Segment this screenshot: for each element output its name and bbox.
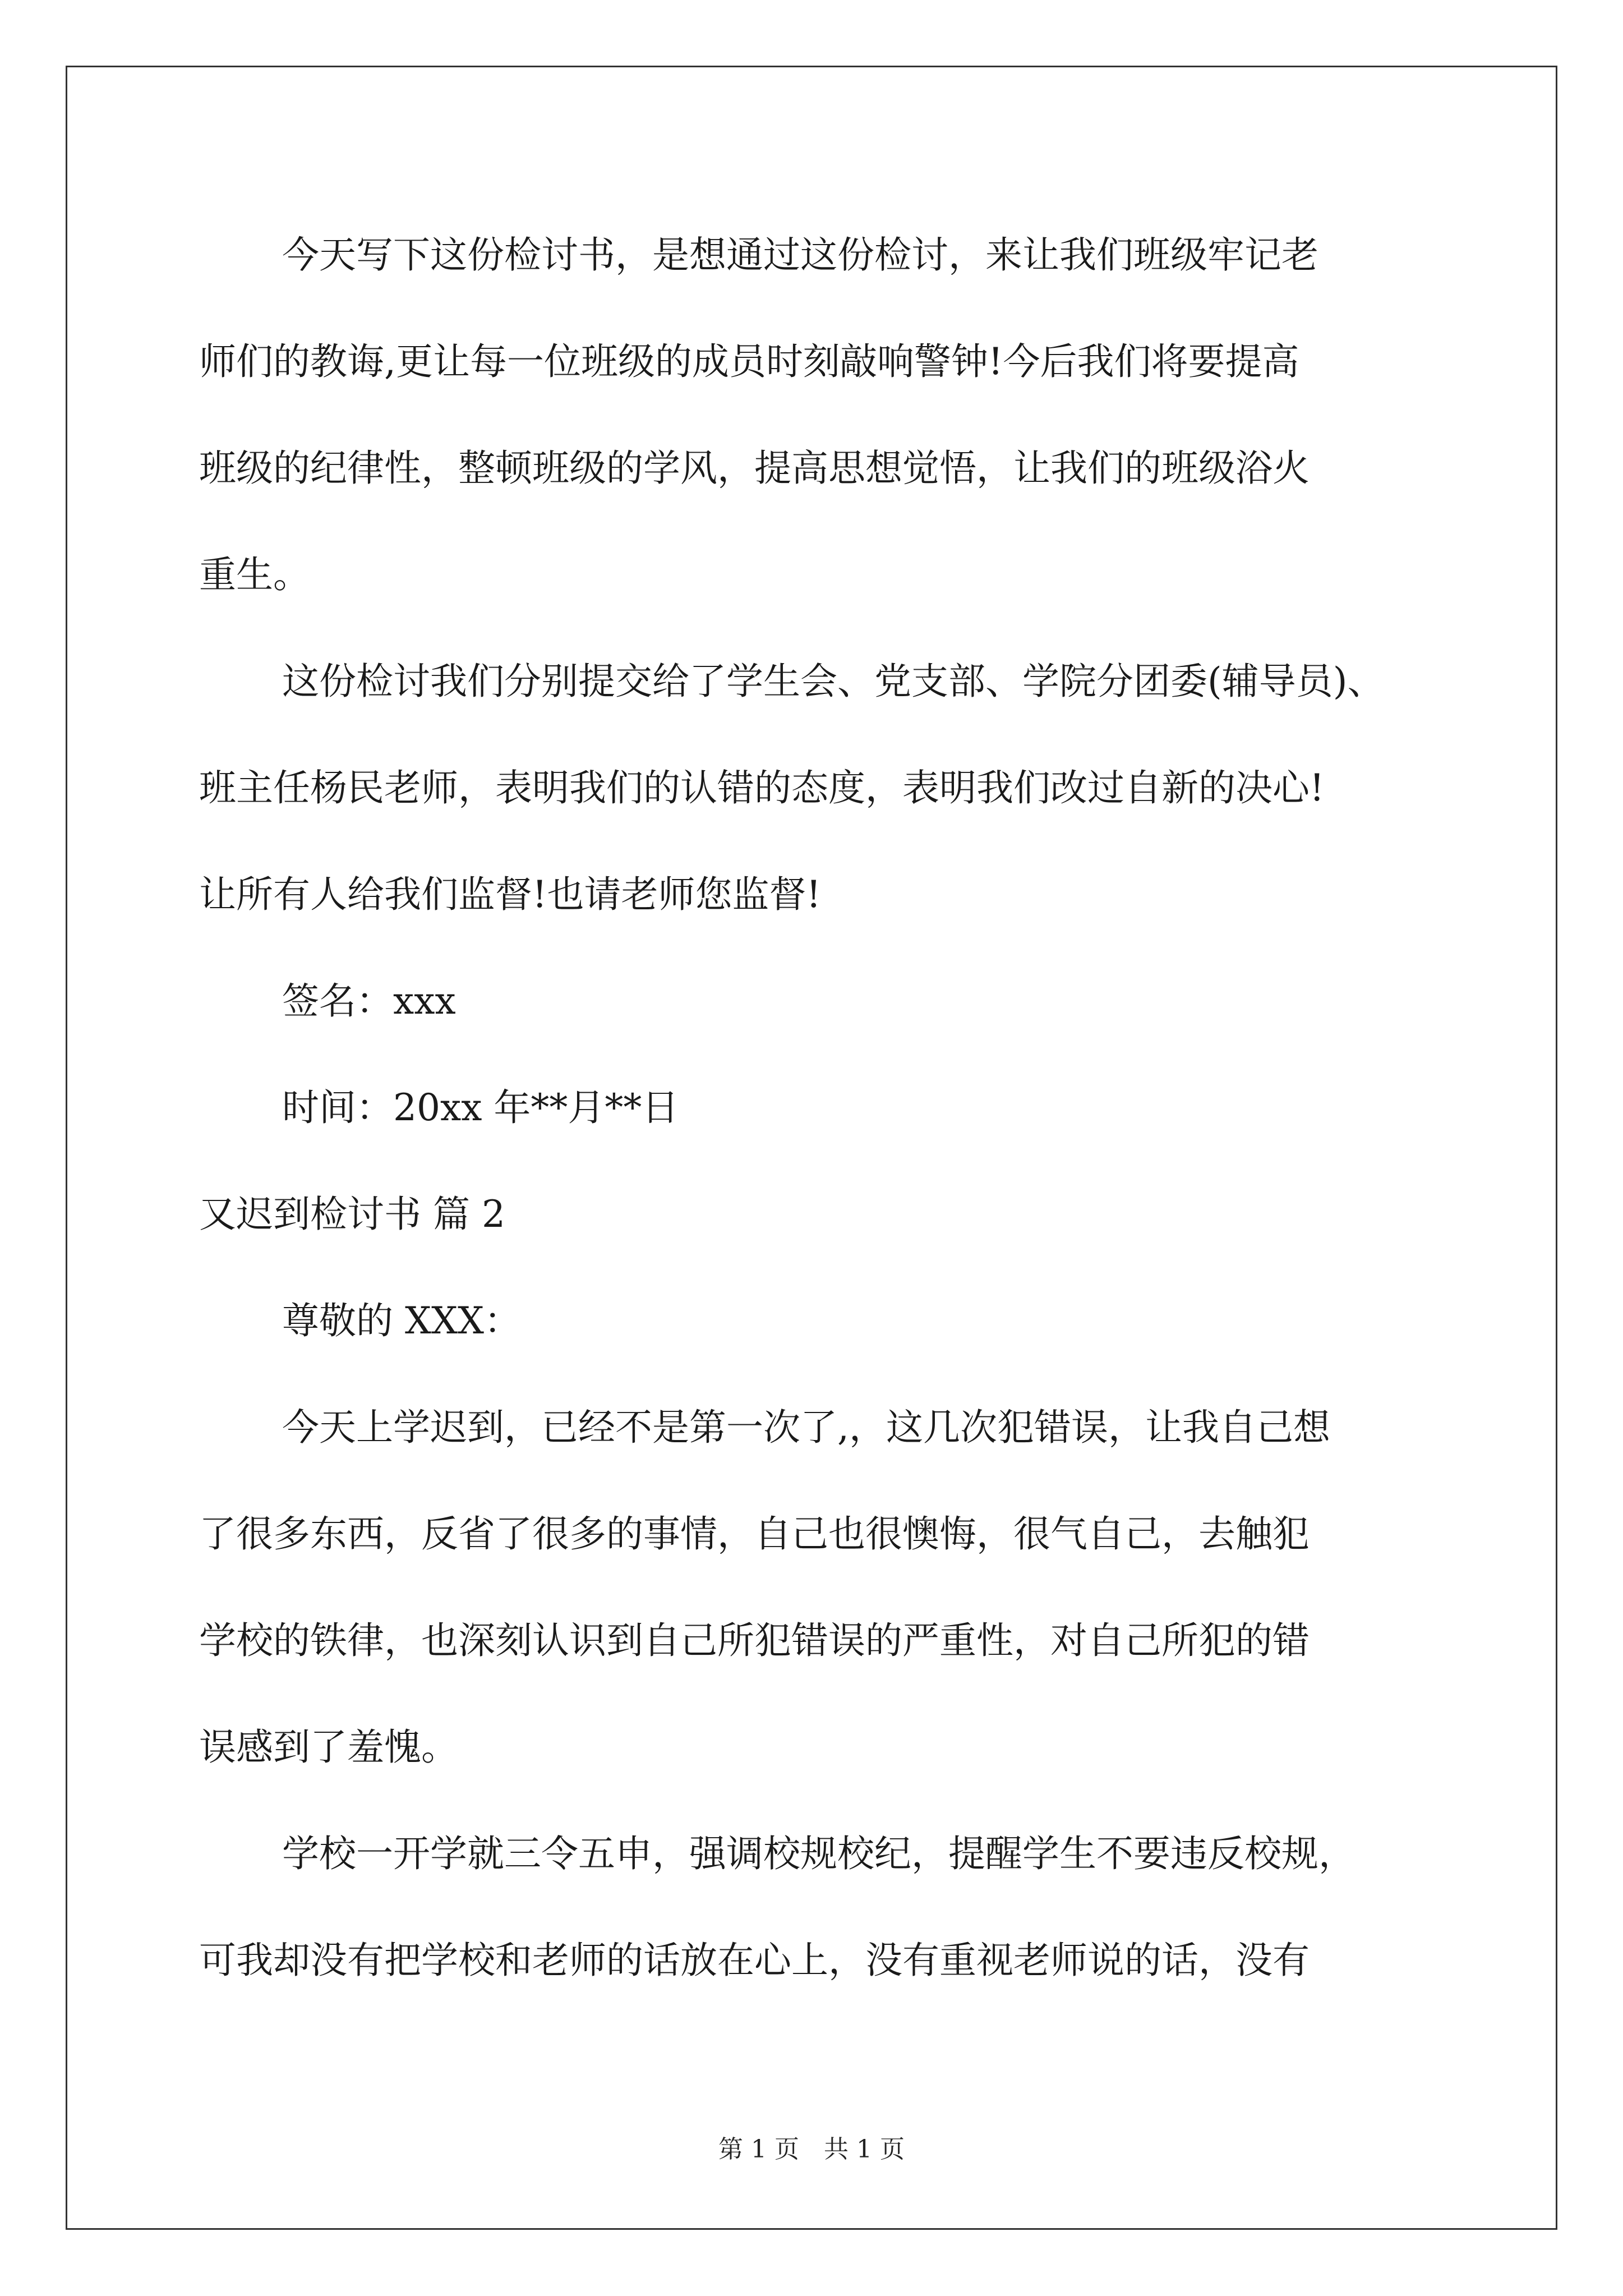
text-line: 让所有人给我们监督!也请老师您监督! <box>199 873 822 916</box>
text-line: 了很多东西，反省了很多的事情，自己也很懊悔，很气自己，去触犯 <box>199 1512 1310 1556</box>
text-line: 学校一开学就三令五申，强调校规校纪，提醒学生不要违反校规， <box>282 1832 1355 1875</box>
text-line: 班主任杨民老师，表明我们的认错的态度，表明我们改过自新的决心! <box>199 766 1325 809</box>
document-body <box>199 202 1433 2014</box>
text-line: 班级的纪律性，整顿班级的学风，提高思想觉悟，让我们的班级浴火 <box>199 447 1310 490</box>
signature-line: 签名：xxx <box>282 979 456 1023</box>
page-number: 第 1 页 共 1 页 <box>718 2135 905 2164</box>
text-line: 学校的铁律，也深刻认识到自己所犯错误的严重性，对自己所犯的错 <box>199 1619 1310 1662</box>
text-line: 这份检讨我们分别提交给了学生会、党支部、学院分团委(辅导员)、 <box>282 660 1385 703</box>
text-line: 可我却没有把学校和老师的话放在心上，没有重视老师说的话，没有 <box>199 1939 1310 1982</box>
text-line: 误感到了羞愧。 <box>199 1726 458 1769</box>
section-title: 又迟到检讨书 篇 2 <box>199 1193 505 1236</box>
salutation: 尊敬的 XXX： <box>282 1299 521 1342</box>
date-line: 时间：20xx 年**月**日 <box>282 1086 679 1129</box>
text-line: 重生。 <box>199 553 310 596</box>
text-line: 今天上学迟到，已经不是第一次了,，这几次犯错误，让我自己想 <box>282 1406 1330 1449</box>
text-line: 师们的教诲,更让每一位班级的成员时刻敲响警钟!今后我们将要提高 <box>199 340 1299 383</box>
text-line: 今天写下这份检讨书，是想通过这份检讨，来让我们班级牢记老 <box>282 233 1318 277</box>
